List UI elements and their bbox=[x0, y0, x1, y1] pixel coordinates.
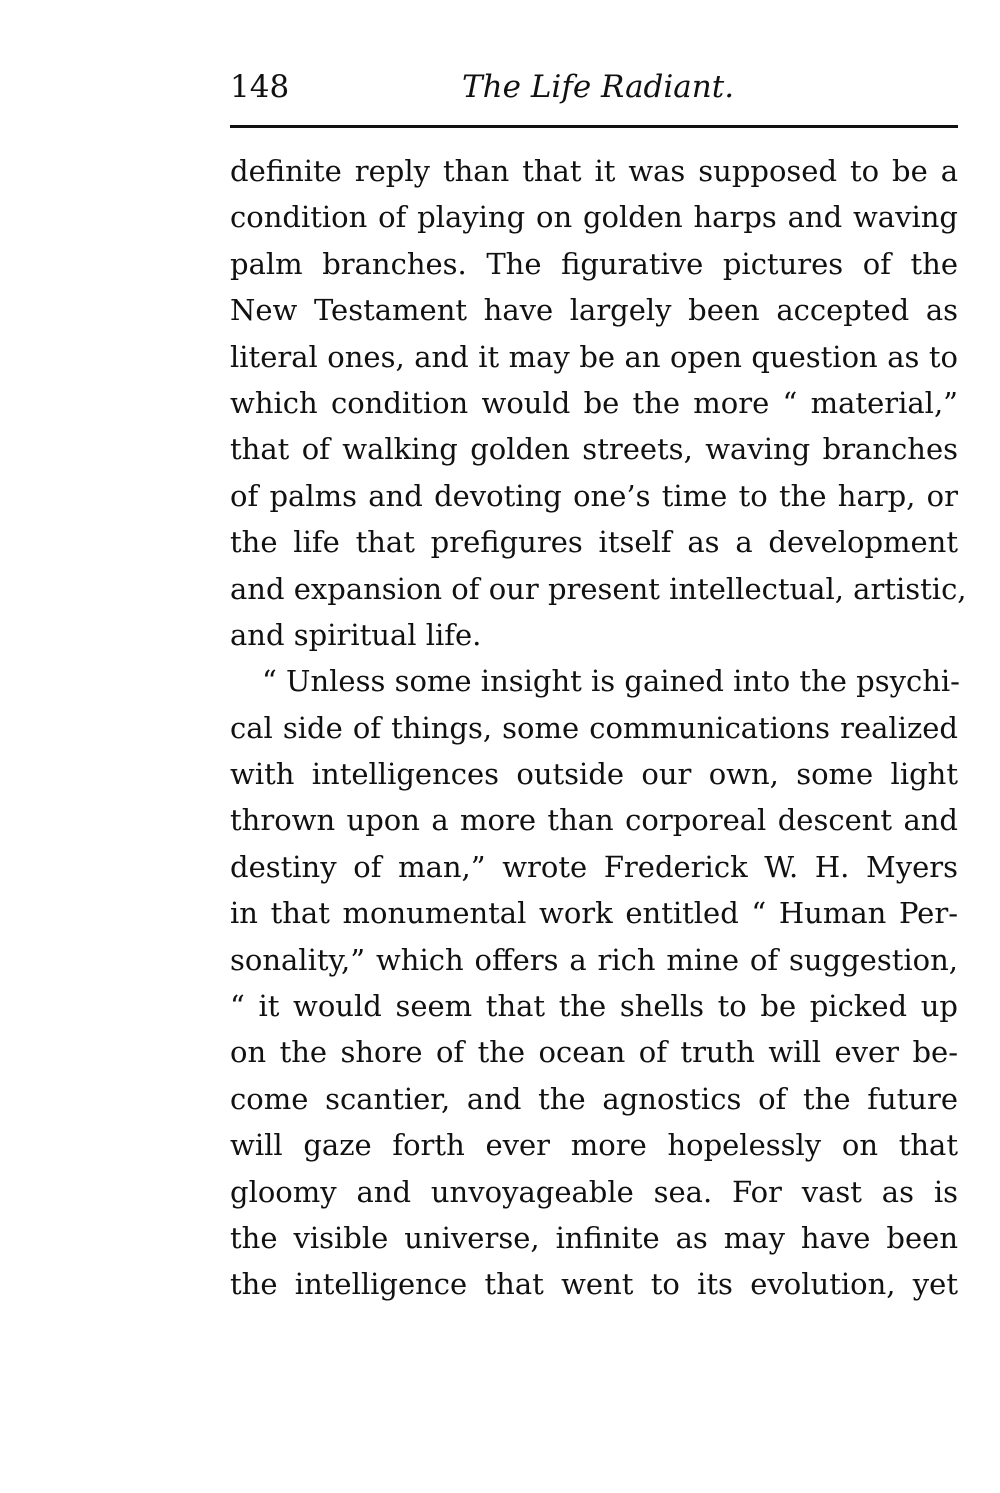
text-line: gloomy and unvoyageable sea. For vast as is bbox=[230, 1174, 958, 1209]
text-line: come scantier, and the agnostics of the future bbox=[230, 1081, 958, 1116]
text-line: the life that prefigures itself as a development bbox=[230, 525, 958, 560]
text-line: thrown upon a more than corporeal descent and bbox=[230, 803, 958, 838]
text-line: and spiritual life. bbox=[230, 617, 482, 652]
text-line: “ it would seem that the shells to be picked up bbox=[230, 989, 958, 1024]
text-line: will gaze forth ever more hopelessly on that bbox=[230, 1128, 958, 1163]
body-text bbox=[230, 148, 967, 1308]
text-line: in that monumental work entitled “ Human Per- bbox=[230, 896, 958, 931]
text-line: the visible universe, infinite as may have been bbox=[230, 1220, 958, 1255]
text-line: sonality,” which offers a rich mine of suggestion, bbox=[230, 942, 958, 977]
text-line: on the shore of the ocean of truth will ever be- bbox=[230, 1035, 958, 1070]
text-line: palm branches. The figurative pictures of the bbox=[230, 246, 958, 281]
text-line: that of walking golden streets, waving branches bbox=[230, 432, 958, 467]
text-line: which condition would be the more “ material,” bbox=[230, 385, 958, 420]
text-line: New Testament have largely been accepted as bbox=[230, 293, 958, 328]
text-line: literal ones, and it may be an open question as to bbox=[230, 339, 958, 374]
text-line: and expansion of our present intellectual, artistic, bbox=[230, 571, 967, 606]
text-line: definite reply than that it was supposed to be a bbox=[230, 154, 958, 188]
running-head bbox=[230, 62, 957, 112]
page-number: 148 bbox=[230, 69, 290, 105]
paragraph-2 bbox=[230, 658, 958, 1307]
header-rule bbox=[230, 125, 958, 128]
text-line: “ Unless some insight is gained into the psychi- bbox=[262, 664, 960, 699]
text-line: cal side of things, some communications realized bbox=[230, 710, 958, 745]
text-line: of palms and devoting one’s time to the harp, or bbox=[230, 478, 958, 513]
paragraph-1 bbox=[230, 148, 967, 658]
text-line: the intelligence that went to its evolution, yet bbox=[230, 1267, 958, 1302]
text-line: condition of playing on golden harps and waving bbox=[230, 200, 958, 235]
running-title: The Life Radiant. bbox=[462, 69, 735, 105]
text-line: with intelligences outside our own, some light bbox=[230, 757, 958, 792]
text-line: destiny of man,” wrote Frederick W. H. Myers bbox=[230, 849, 958, 884]
